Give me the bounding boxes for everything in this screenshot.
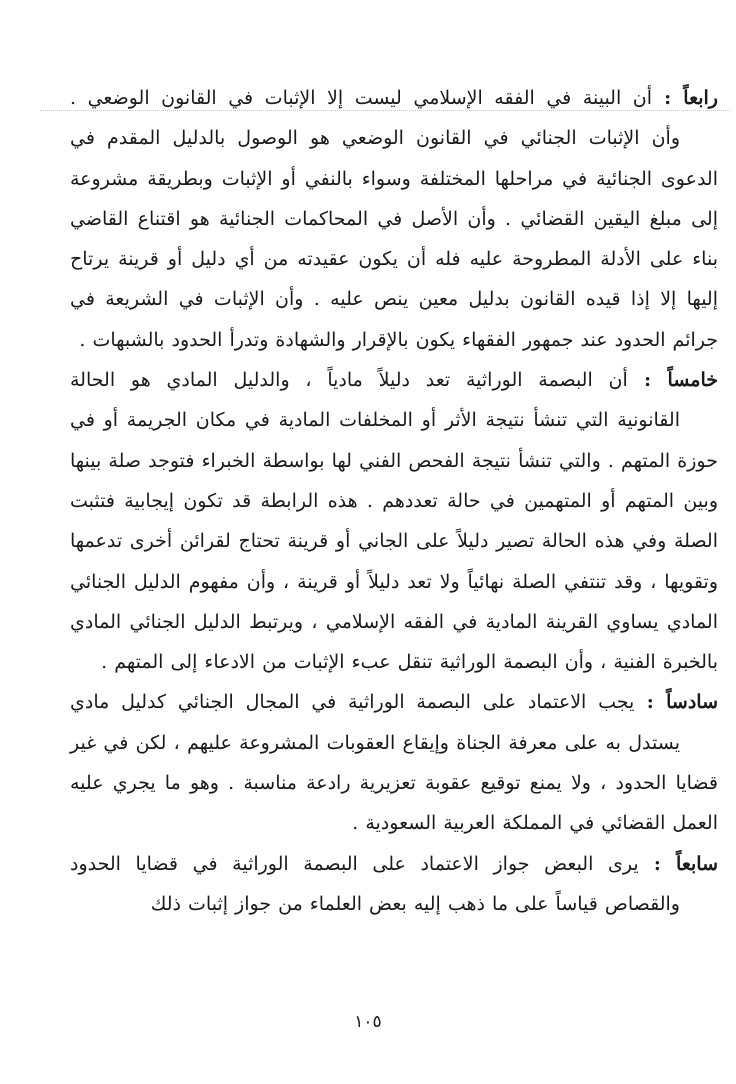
paragraph-first-line: أن البينة في الفقه الإسلامي ليست إلا الإثبات في القانون الوضعي . [70, 87, 653, 109]
paragraph-body: والقصاص قياساً على ما ذهب إليه بعض العلماء من جواز إثبات ذلك [150, 892, 680, 915]
paragraph-body: يستدل به على معرفة الجناة وإيقاع العقوبات المشروعة عليهم ، لكن في غير قضايا الحدود ، ولا يمنع توقيع عقوبة تعزيرية رادعة مناسبة . وهو ما يجري عليه العمل القضائي في المملكة العربية السعودية . [70, 731, 718, 835]
page-body [70, 78, 718, 924]
paragraph-fifth [70, 360, 718, 682]
paragraph-sixth [70, 682, 718, 843]
page-number: ١٠٥ [354, 1012, 382, 1032]
paragraph-body: القانونية التي تنشأ نتيجة الأثر أو المخلفات المادية في مكان الجريمة أو في حوزة المتهم . والتي تنشأ نتيجة الفحص الفني لها بواسطة الخبراء فتوجد صلة بينها وبين المتهم أو المتهمين في حالة تعددهم . هذه الرابطة قد تكون إيجابية فتثبت الصلة وفي هذه الحالة تصير دليلاً على الجاني أو قرينة تحتاج لقرائن أخرى تدعمها وتقويها ، وقد تنتفي الصلة نهائياً ولا تعد دليلاً أو قرينة ، وأن مفهوم الدليل الجنائي المادي يساوي القرينة المادية في الفقه الإسلامي ، ويرتبط الدليل الجنائي المادي بالخبرة الفنية ، وأن البصمة الوراثية تنقل عبء الإثبات من الادعاء إلى المتهم . [70, 409, 718, 674]
paragraph-lead: سادساً : [634, 691, 719, 714]
paragraph-seventh [70, 844, 718, 925]
paragraph-lead: رابعاً : [652, 87, 718, 109]
paragraph-first-line: يرى البعض جواز الاعتماد على البصمة الوراثية في قضايا الحدود [70, 852, 639, 875]
paragraph-body: وأن الإثبات الجنائي في القانون الوضعي هو الوصول بالدليل المقدم في الدعوى الجنائية في مراحلها المختلفة وسواء بالنفي أو الإثبات وبطريقة مشروعة إلى مبلغ اليقين القضائي . وأن الأصل في المحاكمات الجنائية هو اقتناع القاضي بناء على الأدلة المطروحة عليه فله أن يكون عقيدته من أي دليل أو قرينة يرتاح إليها إلا إذا قيده القانون بدليل معين ينص عليه . وأن الإثبات في الشريعة في جرائم الحدود عند جمهور الفقهاء يكون بالإقرار والشهادة وتدرأ الحدود بالشبهات . [70, 127, 718, 351]
paragraph-fourth [70, 78, 718, 360]
paragraph-lead: خامساً : [627, 369, 718, 392]
paragraph-first-line: يجب الاعتماد على البصمة الوراثية في المجال الجنائي كدليل مادي [70, 691, 635, 714]
paragraph-lead: سابعاً : [638, 852, 718, 875]
paragraph-first-line: أن البصمة الوراثية تعد دليلاً مادياً ، والدليل المادي هو الحالة [70, 369, 628, 392]
